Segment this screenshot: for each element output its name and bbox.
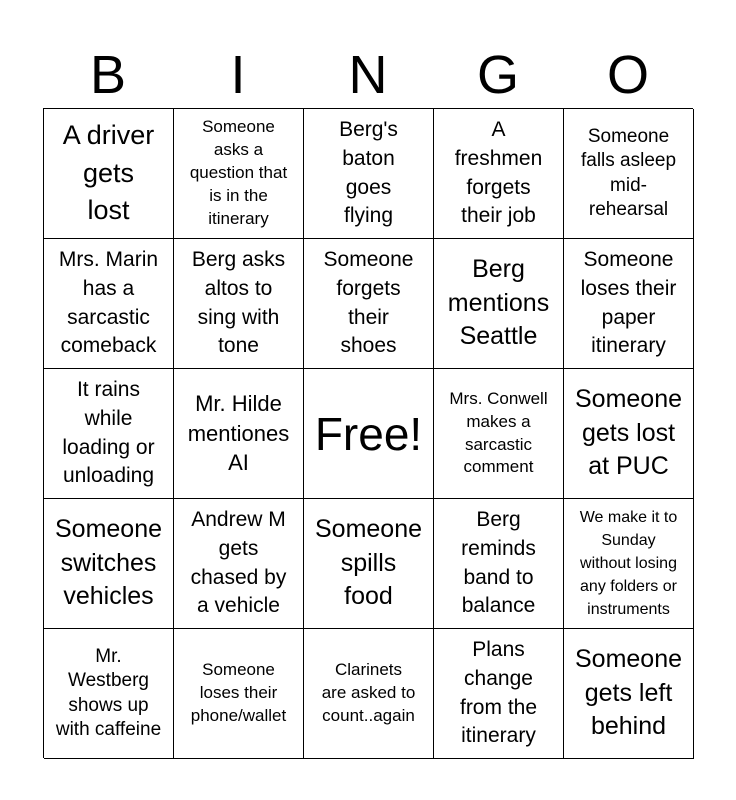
cell-text: Andrew M gets chased by a vehicle [190,507,287,618]
bingo-cell-r4c4[interactable] [434,499,564,629]
bingo-cell-r4c1[interactable] [44,499,174,629]
bingo-board [43,108,693,758]
bingo-cell-r4c5[interactable] [564,499,694,629]
bingo-cell-r4c2[interactable] [174,499,304,629]
cell-text: It rains while loading or unloading [62,377,155,488]
header-letter-n: N [348,45,388,105]
bingo-cell-r1c2[interactable] [174,109,304,239]
cell-text: Clarinets are asked to count..again [321,660,416,725]
cell-text: Plans change from the itinerary [459,637,538,748]
cell-text: Someone asks a question that is in the itinerary [189,117,288,228]
cell-text: Berg mentions Seattle [447,254,550,351]
bingo-header [43,42,693,108]
cell-text: Someone loses their phone/wallet [190,660,287,725]
cell-text: Mr. Westberg shows up with caffeine [55,645,162,740]
bingo-cell-r2c1[interactable] [44,239,174,369]
cell-text: Berg's baton goes flying [339,117,398,228]
cell-text: Someone falls asleep mid- rehearsal [580,125,677,220]
cell-text: Someone gets lost at PUC [574,384,683,481]
bingo-cell-r3c4[interactable] [434,369,564,499]
bingo-cell-r2c2[interactable] [174,239,304,369]
header-letter-b: B [89,45,127,105]
cell-text: A freshmen forgets their job [454,117,543,228]
free-space-text: Free! [314,407,423,460]
bingo-cell-r2c5[interactable] [564,239,694,369]
bingo-cell-r1c1[interactable] [44,109,174,239]
bingo-cell-r5c3[interactable] [304,629,434,759]
bingo-cell-r3c5[interactable] [564,369,694,499]
bingo-cell-free[interactable] [304,369,434,499]
bingo-cell-r4c3[interactable] [304,499,434,629]
bingo-cell-r5c5[interactable] [564,629,694,759]
cell-text: Mrs. Conwell makes a sarcastic comment [449,388,548,477]
cell-text: Someone switches vehicles [54,514,163,611]
bingo-cell-r3c1[interactable] [44,369,174,499]
cell-text: Berg asks altos to sing with tone [191,247,286,358]
header-letter-g: G [476,45,519,105]
bingo-cell-r2c3[interactable] [304,239,434,369]
cell-text: Mr. Hilde mentiones AI [187,390,290,476]
bingo-cell-r5c1[interactable] [44,629,174,759]
cell-text: Someone gets left behind [574,644,683,741]
bingo-cell-r1c3[interactable] [304,109,434,239]
bingo-cell-r5c2[interactable] [174,629,304,759]
cell-text: Someone forgets their shoes [323,247,414,358]
cell-text: Mrs. Marin has a sarcastic comeback [58,247,159,358]
header-letter-o: O [606,45,649,105]
cell-text: Someone loses their paper itinerary [580,247,677,358]
bingo-cell-r2c4[interactable] [434,239,564,369]
bingo-cell-r1c4[interactable] [434,109,564,239]
cell-text: A driver gets lost [62,119,155,226]
cell-text: Berg reminds band to balance [461,507,536,618]
header-letter-i: I [230,45,246,105]
bingo-cell-r3c2[interactable] [174,369,304,499]
cell-text: We make it to Sunday without losing any folders or instruments [579,508,678,619]
bingo-cell-r1c5[interactable] [564,109,694,239]
bingo-cell-r5c4[interactable] [434,629,564,759]
cell-text: Someone spills food [314,514,423,611]
